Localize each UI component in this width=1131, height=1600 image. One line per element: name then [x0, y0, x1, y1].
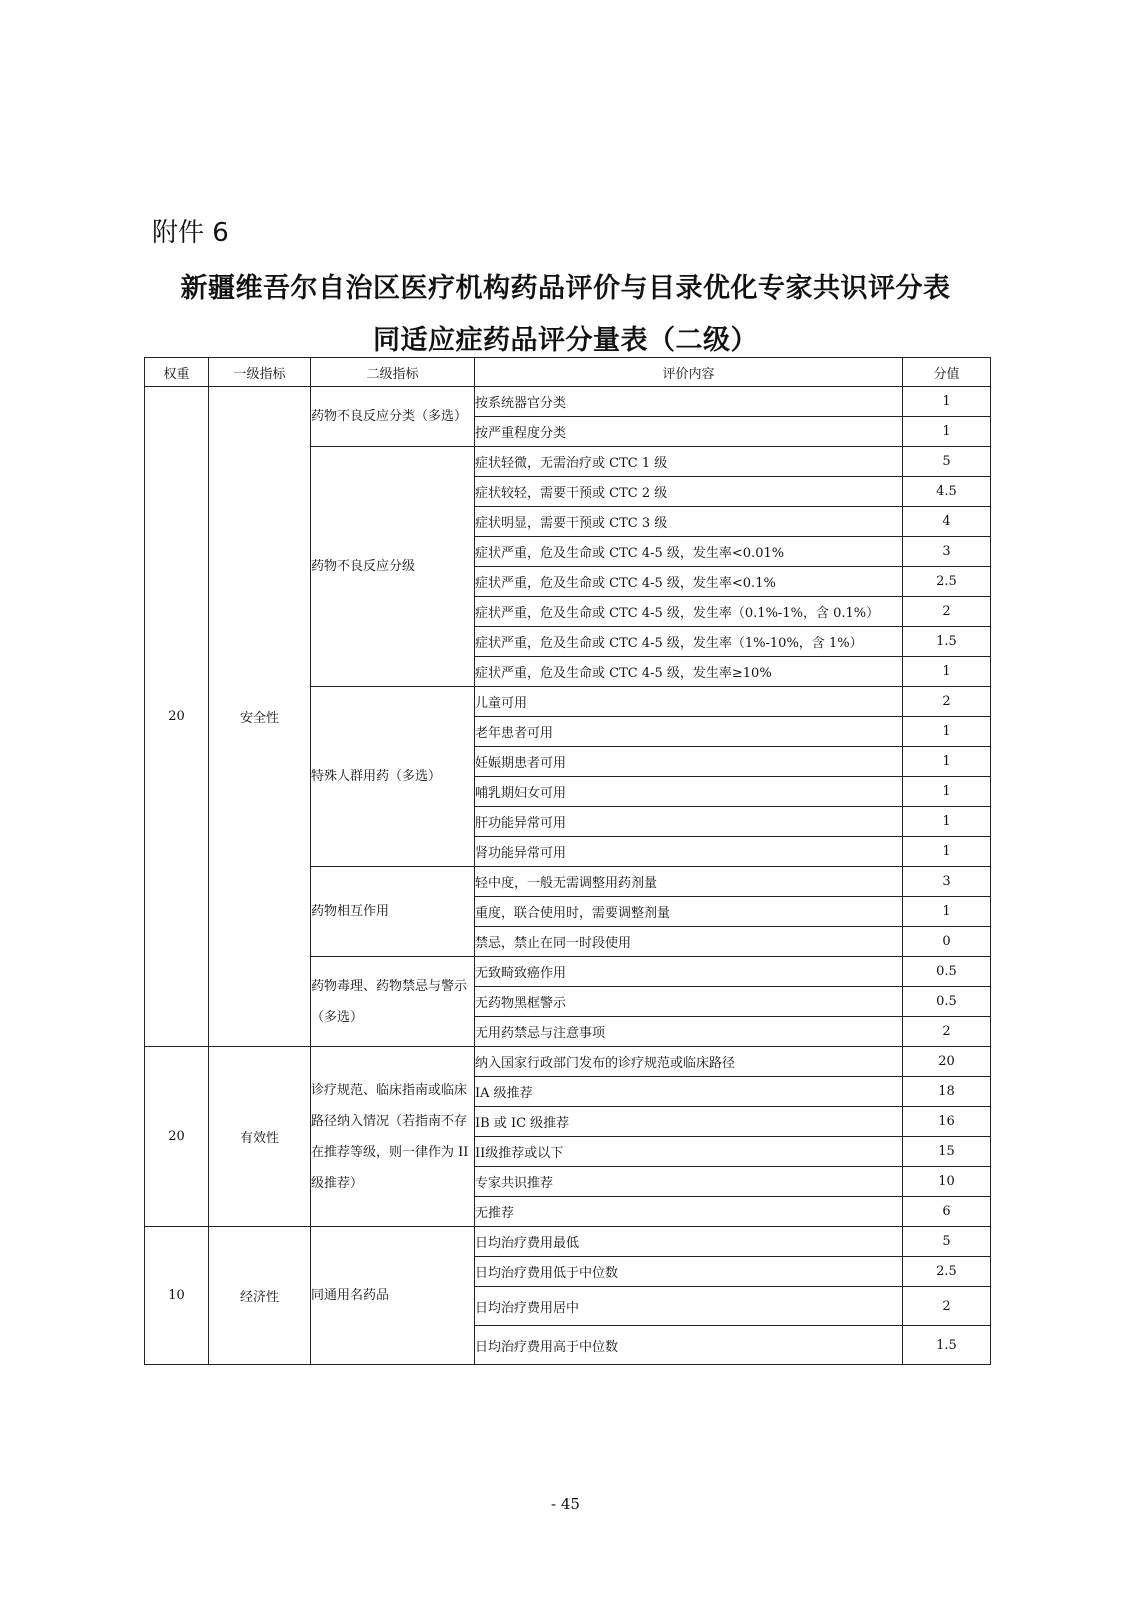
score-cell: 0.5 — [903, 957, 991, 987]
content-cell: IA 级推荐 — [475, 1077, 903, 1107]
content-cell: 按严重程度分类 — [475, 417, 903, 447]
scoring-table — [144, 357, 991, 1365]
weight-cell: 20 — [145, 1047, 209, 1227]
score-cell: 1 — [903, 807, 991, 837]
score-cell: 15 — [903, 1137, 991, 1167]
content-cell: IB 或 IC 级推荐 — [475, 1107, 903, 1137]
score-cell: 2.5 — [903, 1257, 991, 1287]
content-cell: 症状严重，危及生命或 CTC 4-5 级，发生率（0.1%-1%，含 0.1%） — [475, 597, 903, 627]
content-cell: 肾功能异常可用 — [475, 837, 903, 867]
score-cell: 2.5 — [903, 567, 991, 597]
table-row — [145, 1227, 991, 1257]
score-cell: 4.5 — [903, 477, 991, 507]
content-cell: 无药物黑框警示 — [475, 987, 903, 1017]
column-header-level2: 二级指标 — [311, 358, 475, 387]
column-header-score: 分值 — [903, 358, 991, 387]
score-cell: 2 — [903, 597, 991, 627]
indicator-cell: 诊疗规范、临床指南或临床路径纳入情况（若指南不存在推荐等级，则一律作为 II 级推荐） — [311, 1047, 475, 1227]
content-cell: 禁忌，禁止在同一时段使用 — [475, 927, 903, 957]
content-cell: 重度，联合使用时，需要调整剂量 — [475, 897, 903, 927]
content-cell: 无推荐 — [475, 1197, 903, 1227]
score-cell: 2 — [903, 687, 991, 717]
score-cell: 1 — [903, 837, 991, 867]
table-row — [145, 1047, 991, 1077]
content-cell: 症状明显，需要干预或 CTC 3 级 — [475, 507, 903, 537]
content-cell: 轻中度，一般无需调整用药剂量 — [475, 867, 903, 897]
content-cell: 症状较轻，需要干预或 CTC 2 级 — [475, 477, 903, 507]
indicator-cell: 药物不良反应分类（多选） — [311, 387, 475, 447]
column-header-weight: 权重 — [145, 358, 209, 387]
content-cell: 日均治疗费用低于中位数 — [475, 1257, 903, 1287]
score-cell: 20 — [903, 1047, 991, 1077]
score-cell: 16 — [903, 1107, 991, 1137]
score-cell: 5 — [903, 1227, 991, 1257]
content-cell: 儿童可用 — [475, 687, 903, 717]
content-cell: 无用药禁忌与注意事项 — [475, 1017, 903, 1047]
indicator-cell: 药物相互作用 — [311, 867, 475, 957]
content-cell: 日均治疗费用居中 — [475, 1287, 903, 1326]
content-cell: 专家共识推荐 — [475, 1167, 903, 1197]
score-cell: 1 — [903, 747, 991, 777]
indicator-cell: 特殊人群用药（多选） — [311, 687, 475, 867]
content-cell: 老年患者可用 — [475, 717, 903, 747]
content-cell: 症状严重，危及生命或 CTC 4-5 级，发生率（1%-10%，含 1%） — [475, 627, 903, 657]
score-cell: 4 — [903, 507, 991, 537]
content-cell: II级推荐或以下 — [475, 1137, 903, 1167]
category-cell: 安全性 — [209, 387, 311, 1047]
score-cell: 6 — [903, 1197, 991, 1227]
score-cell: 1 — [903, 387, 991, 417]
page-title: 新疆维吾尔自治区医疗机构药品评价与目录优化专家共识评分表 — [180, 273, 951, 304]
weight-cell: 10 — [145, 1227, 209, 1365]
content-cell: 肝功能异常可用 — [475, 807, 903, 837]
content-cell: 症状严重，危及生命或 CTC 4-5 级，发生率<0.1% — [475, 567, 903, 597]
content-cell: 无致畸致癌作用 — [475, 957, 903, 987]
page-number: - 45 — [551, 1495, 580, 1513]
score-cell: 1 — [903, 417, 991, 447]
weight-cell: 20 — [145, 387, 209, 1047]
score-cell: 10 — [903, 1167, 991, 1197]
score-cell: 1 — [903, 717, 991, 747]
column-header-content: 评价内容 — [475, 358, 903, 387]
page-subtitle: 同适应症药品评分量表（二级） — [373, 325, 758, 356]
score-cell: 2 — [903, 1287, 991, 1326]
score-cell: 2 — [903, 1017, 991, 1047]
table-header-row — [145, 358, 991, 387]
content-cell: 纳入国家行政部门发布的诊疗规范或临床路径 — [475, 1047, 903, 1077]
content-cell: 按系统器官分类 — [475, 387, 903, 417]
category-cell: 经济性 — [209, 1227, 311, 1365]
score-cell: 18 — [903, 1077, 991, 1107]
attachment-label: 附件 6 — [152, 218, 229, 248]
score-cell: 1 — [903, 777, 991, 807]
content-cell: 症状严重，危及生命或 CTC 4-5 级，发生率≥10% — [475, 657, 903, 687]
indicator-cell: 药物毒理、药物禁忌与警示（多选） — [311, 957, 475, 1047]
score-cell: 3 — [903, 867, 991, 897]
content-cell: 日均治疗费用最低 — [475, 1227, 903, 1257]
indicator-cell: 同通用名药品 — [311, 1227, 475, 1365]
score-cell: 1 — [903, 657, 991, 687]
indicator-cell: 药物不良反应分级 — [311, 447, 475, 687]
category-cell: 有效性 — [209, 1047, 311, 1227]
content-cell: 日均治疗费用高于中位数 — [475, 1326, 903, 1365]
content-cell: 症状轻微，无需治疗或 CTC 1 级 — [475, 447, 903, 477]
score-cell: 0.5 — [903, 987, 991, 1017]
score-cell: 0 — [903, 927, 991, 957]
content-cell: 症状严重，危及生命或 CTC 4-5 级，发生率<0.01% — [475, 537, 903, 567]
column-header-level1: 一级指标 — [209, 358, 311, 387]
table-row — [145, 387, 991, 417]
content-cell: 妊娠期患者可用 — [475, 747, 903, 777]
score-cell: 5 — [903, 447, 991, 477]
score-cell: 1 — [903, 897, 991, 927]
content-cell: 哺乳期妇女可用 — [475, 777, 903, 807]
score-cell: 1.5 — [903, 627, 991, 657]
score-cell: 1.5 — [903, 1326, 991, 1365]
score-cell: 3 — [903, 537, 991, 567]
